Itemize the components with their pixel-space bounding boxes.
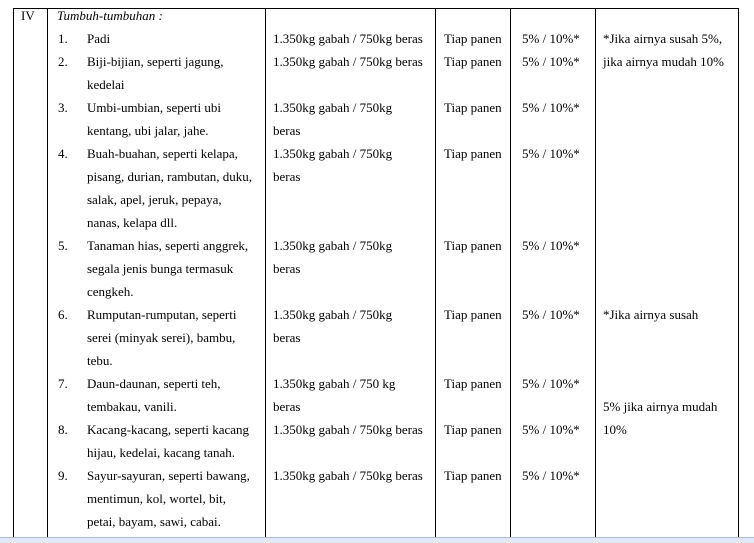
note-text: *Jika airnya susah 5%, xyxy=(603,31,723,46)
note-text: jika airnya mudah 10% xyxy=(603,54,724,69)
note-text: 5% jika airnya mudah xyxy=(603,399,718,414)
item-rate: 5% / 10%* xyxy=(522,31,580,46)
note-text: 10% xyxy=(603,422,627,437)
item-description: serei (minyak serei), bambu, xyxy=(87,330,236,345)
item-period: Tiap panen xyxy=(444,422,502,437)
item-number: 3. xyxy=(58,100,68,115)
item-nisab: beras xyxy=(273,330,301,345)
item-number: 1. xyxy=(58,31,68,46)
item-period: Tiap panen xyxy=(444,307,502,322)
item-number: 9. xyxy=(58,468,68,483)
item-description: petai, bayam, sawi, cabai. xyxy=(87,514,221,529)
item-nisab: 1.350kg gabah / 750 kg xyxy=(273,376,396,391)
item-nisab: beras xyxy=(273,261,301,276)
horizontal-scrollbar[interactable] xyxy=(0,537,754,543)
item-nisab: beras xyxy=(273,399,301,414)
item-description: kentang, ubi jalar, jahe. xyxy=(87,123,209,138)
item-number: 5. xyxy=(58,238,68,253)
item-description: Sayur-sayuran, seperti bawang, xyxy=(87,468,250,483)
item-description: Biji-bijian, seperti jagung, xyxy=(87,54,224,69)
column-divider xyxy=(47,8,48,537)
item-rate: 5% / 10%* xyxy=(522,307,580,322)
column-divider xyxy=(510,8,511,537)
item-rate: 5% / 10%* xyxy=(522,54,580,69)
item-period: Tiap panen xyxy=(444,146,502,161)
item-nisab: beras xyxy=(273,123,301,138)
item-rate: 5% / 10%* xyxy=(522,422,580,437)
item-description: Kacang-kacang, seperti kacang xyxy=(87,422,250,437)
item-nisab: 1.350kg gabah / 750kg xyxy=(273,238,393,253)
column-divider xyxy=(595,8,596,537)
item-period: Tiap panen xyxy=(444,376,502,391)
item-description: tebu. xyxy=(87,353,113,368)
item-description: pisang, durian, rambutan, duku, xyxy=(87,169,252,184)
item-period: Tiap panen xyxy=(444,54,502,69)
item-period: Tiap panen xyxy=(444,31,502,46)
item-number: 7. xyxy=(58,376,68,391)
item-nisab: beras xyxy=(273,169,301,184)
item-rate: 5% / 10%* xyxy=(522,238,580,253)
item-description: salak, apel, jeruk, pepaya, xyxy=(87,192,222,207)
item-description: Padi xyxy=(87,31,111,46)
item-description: tembakau, vanili. xyxy=(87,399,177,414)
item-number: 6. xyxy=(58,307,68,322)
item-description: Buah-buahan, seperti kelapa, xyxy=(87,146,238,161)
item-rate: 5% / 10%* xyxy=(522,100,580,115)
item-nisab: 1.350kg gabah / 750kg beras xyxy=(273,468,423,483)
item-period: Tiap panen xyxy=(444,238,502,253)
item-nisab: 1.350kg gabah / 750kg beras xyxy=(273,31,423,46)
item-description: cengkeh. xyxy=(87,284,134,299)
section-title: Tumbuh-tumbuhan : xyxy=(57,8,163,23)
item-description: Tanaman hias, seperti anggrek, xyxy=(87,238,249,253)
column-divider xyxy=(738,8,739,537)
item-nisab: 1.350kg gabah / 750kg xyxy=(273,100,393,115)
item-rate: 5% / 10%* xyxy=(522,146,580,161)
item-nisab: 1.350kg gabah / 750kg beras xyxy=(273,54,423,69)
item-nisab: 1.350kg gabah / 750kg beras xyxy=(273,422,423,437)
item-description: Daun-daunan, seperti teh, xyxy=(87,376,221,391)
item-description: segala jenis bunga termasuk xyxy=(87,261,234,276)
item-description: hijau, kedelai, kacang tanah. xyxy=(87,445,235,460)
item-description: Umbi-umbian, seperti ubi xyxy=(87,100,221,115)
column-divider xyxy=(13,8,14,537)
column-divider xyxy=(265,8,266,537)
item-rate: 5% / 10%* xyxy=(522,468,580,483)
item-period: Tiap panen xyxy=(444,100,502,115)
item-number: 2. xyxy=(58,54,68,69)
column-divider xyxy=(435,8,436,537)
item-number: 8. xyxy=(58,422,68,437)
note-text: *Jika airnya susah xyxy=(603,307,699,322)
item-description: kedelai xyxy=(87,77,125,92)
item-description: mentimun, kol, wortel, bit, xyxy=(87,491,227,506)
item-period: Tiap panen xyxy=(444,468,502,483)
item-description: Rumputan-rumputan, seperti xyxy=(87,307,237,322)
item-nisab: 1.350kg gabah / 750kg xyxy=(273,146,393,161)
item-description: nanas, kelapa dll. xyxy=(87,215,178,230)
item-rate: 5% / 10%* xyxy=(522,376,580,391)
item-nisab: 1.350kg gabah / 750kg xyxy=(273,307,393,322)
section-number: IV xyxy=(21,8,35,23)
item-number: 4. xyxy=(58,146,68,161)
